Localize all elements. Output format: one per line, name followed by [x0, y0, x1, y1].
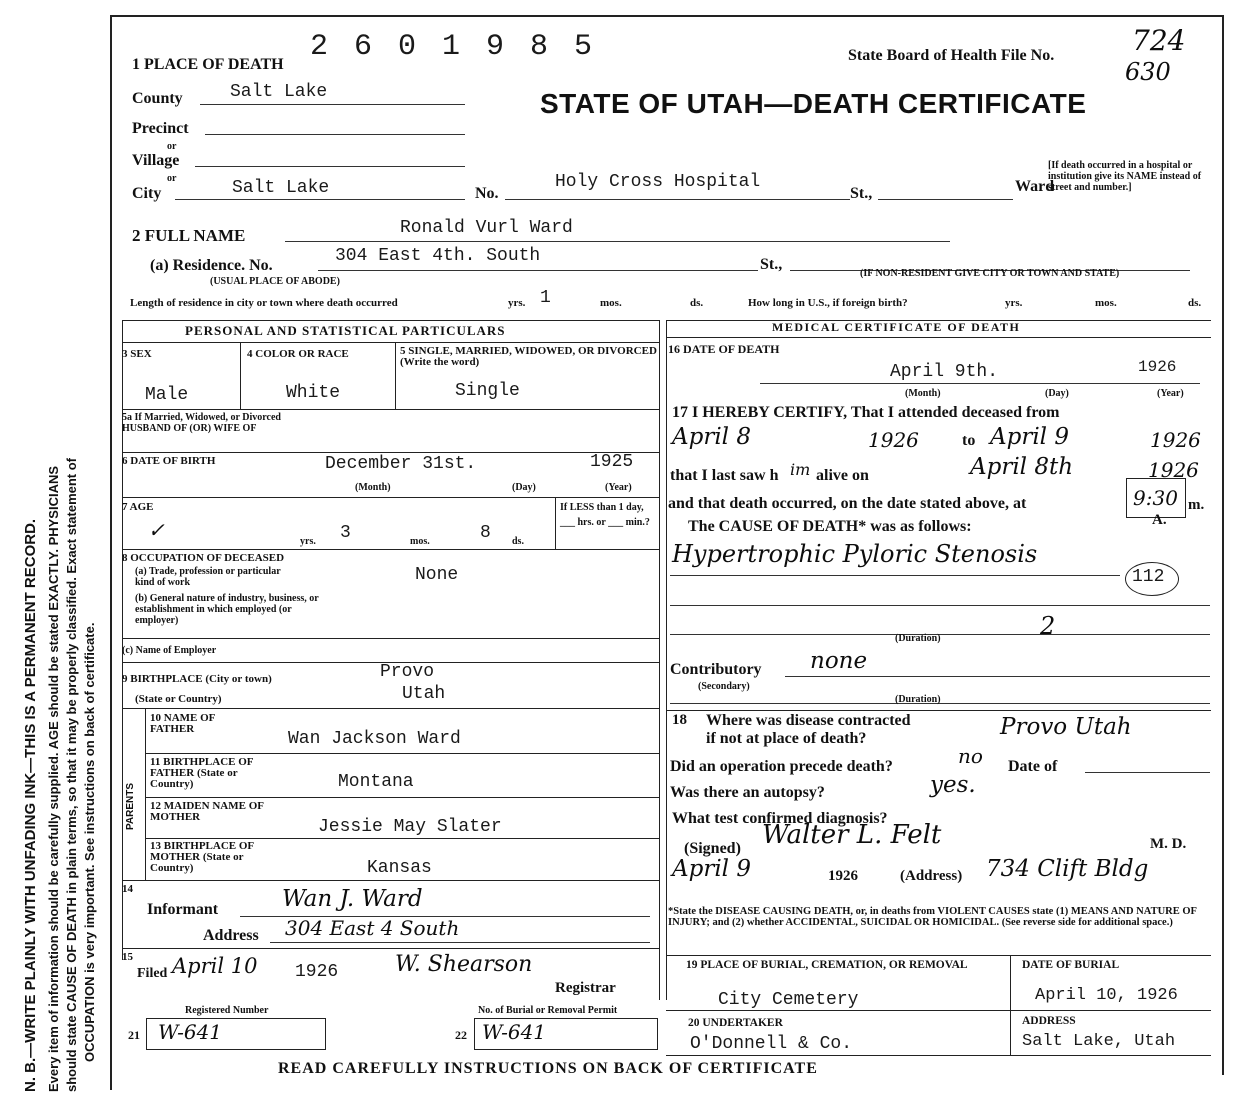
row-6 [122, 452, 659, 453]
length-label: Length of residence in city or town where death occurred [130, 297, 398, 309]
grid-medical-head [666, 337, 1211, 338]
burial-divider [1010, 955, 1011, 1055]
filed-no: 15 [122, 951, 133, 963]
row-8 [122, 549, 659, 550]
cause-code: 112 [1132, 567, 1165, 587]
precinct-line [205, 134, 465, 135]
file-number-2: 630 [1125, 58, 1171, 86]
mother-bp-value: Kansas [367, 858, 432, 878]
hospital-value: Holy Cross Hospital [555, 172, 761, 192]
employer-label: (c) Name of Employer [122, 645, 217, 656]
physician-signature: Walter L. Felt [762, 820, 942, 850]
cause-value: Hypertrophic Pyloric Stenosis [672, 540, 1038, 568]
secondary-label: (Secondary) [698, 681, 750, 692]
residence-st: St., [760, 256, 783, 273]
row-13 [145, 838, 659, 839]
village-line [195, 166, 465, 167]
informant-label: Informant [147, 901, 219, 918]
county-line [200, 104, 465, 105]
attended-to: April 9 [990, 424, 1069, 450]
age-ds-label: ds. [512, 536, 524, 547]
age-check: ✓ [148, 518, 165, 542]
age-ds-value: 8 [480, 523, 491, 543]
center-divider-2 [666, 320, 667, 1000]
or-2: or [167, 173, 177, 184]
reg-no-idx: 21 [128, 1028, 140, 1042]
sign-address: 734 Clift Bldg [986, 856, 1149, 882]
serial-number: 2 6 0 1 9 8 5 [310, 30, 597, 64]
mother-label: 12 MAIDEN NAME OF MOTHER [150, 800, 264, 823]
certify-text: 17 I HEREBY CERTIFY, That I attended deceased from [672, 404, 1060, 421]
residence-line [318, 270, 758, 271]
full-name-label: 2 FULL NAME [132, 226, 246, 245]
to-label: to [962, 432, 976, 449]
last-saw-hw: im [790, 460, 811, 479]
mother-value: Jessie May Slater [318, 817, 502, 837]
marital-value: Single [455, 381, 520, 401]
marital-label: 5 SINGLE, MARRIED, WIDOWED, OR DIVORCED (Write the word) [400, 345, 657, 368]
occupation-value: None [415, 565, 459, 585]
sign-address-label: (Address) [900, 868, 963, 884]
row-7 [122, 497, 659, 498]
full-name-value: Ronald Vurl Ward [400, 218, 573, 238]
birth-state-label: (State or Country) [135, 693, 222, 705]
footer-instructions: READ CAREFULLY INSTRUCTIONS ON BACK OF CERTIFICATE [278, 1060, 818, 1077]
certificate-title: STATE OF UTAH—DEATH CERTIFICATE [540, 88, 1087, 119]
alive-on-text: alive on [816, 467, 869, 484]
operation-date-label: Date of [1008, 758, 1058, 775]
row-15 [122, 948, 659, 949]
top-border [110, 15, 1222, 17]
residence-value: 304 East 4th. South [335, 246, 541, 266]
mos-label: mos. [600, 297, 622, 309]
city-value: Salt Lake [232, 178, 330, 198]
parents-divider [145, 708, 146, 880]
personal-heading: PERSONAL AND STATISTICAL PARTICULARS [185, 323, 506, 338]
ut-address-value: Salt Lake, Utah [1022, 1032, 1176, 1051]
q18-answer: Provo Utah [1000, 714, 1132, 740]
yrs-value: 1 [540, 288, 551, 308]
duration-value: 2 [1040, 612, 1056, 640]
dob-month-day: December 31st. [325, 454, 477, 474]
right-border [1222, 15, 1224, 1075]
sign-year: 1926 [828, 868, 858, 884]
ward-label: Ward [1015, 178, 1055, 195]
reg-no-value: W-641 [158, 1020, 223, 1044]
occupation-a: (a) Trade, profession or particular kind of work [135, 566, 281, 588]
undertaker-value: O'Donnell & Co. [690, 1034, 853, 1054]
signed-label: (Signed) [684, 840, 741, 857]
city-line [175, 199, 465, 200]
permit-label: No. of Burial or Removal Permit [478, 1005, 618, 1016]
less-than-label: If LESS than 1 day, ___ hrs. or ___ min.? [560, 502, 650, 528]
row-14 [122, 880, 659, 881]
father-label: 10 NAME OF FATHER [150, 712, 215, 735]
duration2-label: (Duration) [895, 694, 941, 705]
side-note-3: should state CAUSE OF DEATH in plain terms, so that it may be properly classified. Exact statement of [64, 457, 79, 1092]
dod-year-label: (Year) [1157, 388, 1184, 399]
center-divider [659, 320, 660, 1000]
dod-year: 1926 [1138, 358, 1177, 376]
dod-line [760, 383, 1200, 384]
parents-label: PARENTS [125, 782, 136, 830]
village-label: Village [132, 152, 180, 169]
row-18 [666, 710, 1211, 711]
filed-year: 1926 [295, 962, 339, 982]
sex-divider [240, 342, 241, 409]
mos2-label: mos. [1095, 297, 1117, 309]
last-saw-text: that I last saw h [670, 467, 779, 484]
place-label: 1 PLACE OF DEATH [132, 56, 284, 73]
color-value: White [286, 383, 341, 403]
dod-value: April 9th. [890, 362, 999, 382]
age-yrs-label: yrs. [300, 536, 316, 547]
color-label: 4 COLOR OR RACE [247, 348, 349, 360]
no-label: No. [475, 185, 499, 202]
occurred-text: and that death occurred, on the date stated above, at [668, 495, 1027, 512]
row-11 [145, 753, 659, 754]
informant-value: Wan J. Ward [282, 886, 423, 912]
cause-footnote: *State the DISEASE CAUSING DEATH, or, in deaths from VIOLENT CAUSES state (1) MEANS AND NATURE OF INJURY; and (2) whether ACCIDENTAL, SUICIDAL OR HOMICIDAL. (See reverse side for additional space.) [668, 906, 1197, 928]
autopsy-value: yes. [930, 772, 976, 798]
q18-text-b: if not at place of death? [706, 730, 867, 747]
cause-line-1 [670, 575, 1120, 576]
mother-bp-label: 13 BIRTHPLACE OF MOTHER (State or Country) [150, 840, 254, 874]
duration-label: (Duration) [895, 633, 941, 644]
row-10 [122, 708, 659, 709]
age-mos-value: 3 [340, 523, 351, 543]
color-divider [395, 342, 396, 409]
reg-no-label: Registered Number [185, 1005, 269, 1016]
sign-date: April 9 [672, 856, 751, 882]
ds-label: ds. [690, 297, 704, 309]
dob-year: 1925 [590, 452, 634, 472]
registrar-label: Registrar [555, 980, 616, 996]
attended-from-year: 1926 [868, 428, 919, 452]
address-label: Address [203, 927, 259, 944]
undertaker-label: 20 UNDERTAKER [688, 1017, 783, 1029]
city-label: City [132, 185, 162, 202]
row-end [666, 1055, 1211, 1056]
left-border [110, 15, 112, 1090]
file-label: State Board of Health File No. [848, 47, 1055, 64]
filed-date: April 10 [172, 954, 258, 978]
operation-date-line [1085, 772, 1210, 773]
st-line [878, 199, 1013, 200]
occupation-b: (b) General nature of industry, business, or establishment in which employed (or employer) [135, 593, 319, 626]
ds2-label: ds. [1188, 297, 1202, 309]
burial-label: 19 PLACE OF BURIAL, CREMATION, OR REMOVAL [686, 959, 968, 971]
nonresident-note: (IF NON-RESIDENT GIVE CITY OR TOWN AND STATE) [860, 268, 1120, 279]
grid-top-left [122, 320, 659, 321]
age-mos-label: mos. [410, 536, 430, 547]
dod-month-label: (Month) [905, 388, 941, 399]
alive-year: 1926 [1148, 458, 1199, 482]
age-label: 7 AGE [122, 501, 154, 513]
alive-date: April 8th [970, 454, 1074, 480]
address-line [270, 942, 650, 943]
filed-label: Filed [137, 966, 168, 981]
row-8c [122, 638, 659, 639]
permit-value: W-641 [482, 1020, 547, 1044]
side-note-4: OCCUPATION is very important. See instructions on back of certificate. [82, 622, 97, 1062]
row-20 [666, 1010, 1211, 1011]
ut-address-label: ADDRESS [1022, 1015, 1076, 1027]
sex-label: 3 SEX [122, 348, 152, 360]
cause-line-2 [670, 605, 1210, 606]
no-line [505, 199, 850, 200]
row-19 [666, 955, 1211, 956]
grid-personal-head [122, 342, 659, 343]
q18-text: Where was disease contracted [706, 712, 911, 729]
side-note-1: N. B.—WRITE PLAINLY WITH UNFADING INK—THIS IS A PERMANENT RECORD. [22, 518, 39, 1092]
contrib-line [785, 676, 1210, 677]
birth-city: Provo [380, 662, 435, 682]
registrar-signature: W. Shearson [395, 952, 533, 977]
attended-to-year: 1926 [1150, 428, 1201, 452]
us-label: How long in U.S., if foreign birth? [748, 297, 908, 309]
death-time: 9:30 [1133, 486, 1178, 510]
test-label: What test confirmed diagnosis? [672, 810, 888, 827]
parents-left [122, 708, 123, 880]
contributory-label: Contributory [670, 661, 762, 678]
dob-month-label: (Month) [355, 482, 391, 493]
side-note-2: Every item of information should be carefully supplied. AGE should be stated EXACTLY. PHYSICIANS [46, 465, 61, 1092]
q18-no: 18 [672, 712, 687, 728]
dob-year-label: (Year) [605, 482, 632, 493]
am-label: A. [1152, 512, 1167, 528]
address-value: 304 East 4 South [285, 916, 460, 940]
father-value: Wan Jackson Ward [288, 729, 461, 749]
yrs2-label: yrs. [1005, 297, 1023, 309]
sex-value: Male [145, 385, 189, 405]
operation-label: Did an operation precede death? [670, 758, 893, 775]
st-label: St., [850, 185, 873, 202]
residence-label: (a) Residence. No. [150, 257, 273, 274]
father-bp-label: 11 BIRTHPLACE OF FATHER (State or Country) [150, 756, 254, 790]
permit-idx: 22 [455, 1028, 467, 1042]
dob-day-label: (Day) [512, 482, 536, 493]
dod-day-label: (Day) [1045, 388, 1069, 399]
row-5a [122, 409, 659, 410]
burial-date-label: DATE OF BURIAL [1022, 959, 1120, 971]
spouse-label: 5a If Married, Widowed, or Divorced HUSBAND OF (OR) WIFE OF [122, 412, 281, 434]
m-label: m. [1188, 497, 1205, 513]
hospital-note: [If death occurred in a hospital or institution give its NAME instead of street and number.] [1048, 160, 1202, 193]
autopsy-label: Was there an autopsy? [670, 784, 825, 801]
occupation-label: 8 OCCUPATION OF DECEASED [122, 552, 285, 564]
county-label: County [132, 90, 183, 107]
father-bp-value: Montana [338, 772, 414, 792]
or-1: or [167, 141, 177, 152]
usual-abode: (USUAL PLACE OF ABODE) [210, 276, 340, 287]
dob-label: 6 DATE OF BIRTH [122, 455, 216, 467]
yrs-label: yrs. [508, 297, 526, 309]
file-number: 724 [1132, 24, 1186, 57]
md-label: M. D. [1150, 836, 1187, 852]
birth-state: Utah [402, 684, 446, 704]
operation-value: no [958, 744, 983, 768]
birthplace-label: 9 BIRTHPLACE (City or town) [122, 673, 272, 685]
informant-no: 14 [122, 883, 133, 895]
attended-from: April 8 [672, 424, 751, 450]
full-name-line [285, 241, 950, 242]
medical-heading: MEDICAL CERTIFICATE OF DEATH [772, 320, 1021, 334]
precinct-label: Precinct [132, 120, 189, 137]
burial-date: April 10, 1926 [1035, 986, 1178, 1005]
row-12 [145, 797, 659, 798]
burial-value: City Cemetery [718, 990, 859, 1010]
contributory-value: none [810, 648, 868, 674]
age-divider [555, 497, 556, 549]
county-value: Salt Lake [230, 82, 328, 102]
dod-label: 16 DATE OF DEATH [668, 342, 780, 356]
cause-label: The CAUSE OF DEATH* was as follows: [688, 518, 972, 535]
